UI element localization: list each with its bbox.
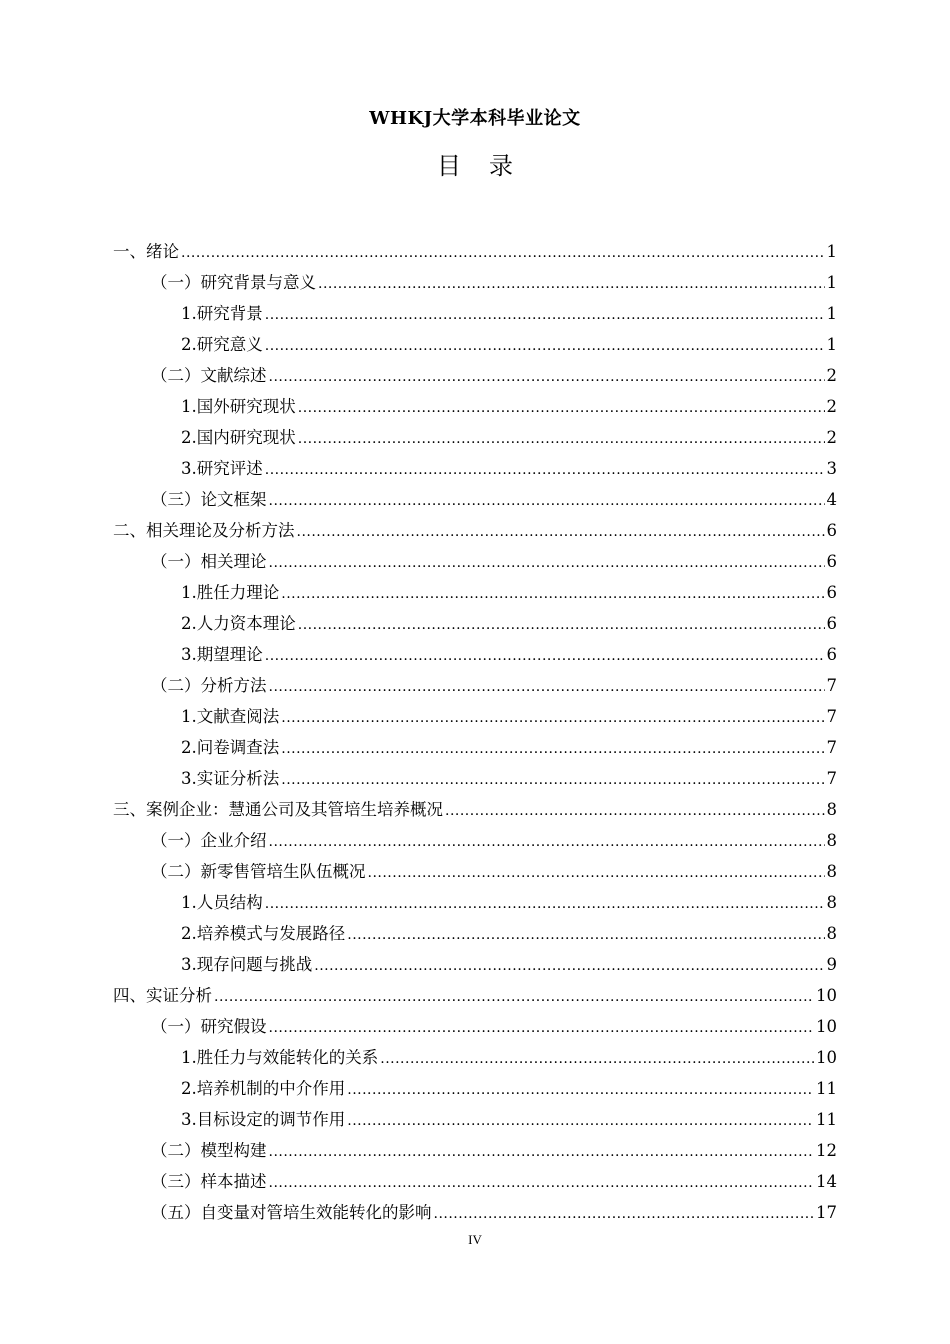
toc-heading <box>0 146 950 181</box>
toc-entry-page: 4 <box>826 490 837 509</box>
toc-heading-text: 目录 <box>437 152 541 180</box>
toc-entry-page: 1 <box>826 242 837 261</box>
toc-entry-label: （一）研究假设 <box>151 1017 267 1036</box>
toc-entry-label: 3.实证分析法 <box>181 769 280 788</box>
toc-entry[interactable] <box>113 298 837 329</box>
toc-leader-dots <box>269 1013 815 1044</box>
toc-entry-page: 7 <box>826 676 837 695</box>
toc-entry-page: 6 <box>826 645 837 664</box>
toc-entry[interactable] <box>113 918 837 949</box>
toc-entry[interactable] <box>113 949 837 980</box>
toc-leader-dots <box>265 455 825 486</box>
toc-leader-dots <box>269 362 825 393</box>
thesis-header: WHKJ大学本科毕业论文 <box>369 108 581 129</box>
toc-leader-dots <box>347 920 824 951</box>
toc-entry-label: （一）相关理论 <box>151 552 267 571</box>
toc-entry-label: 1.人员结构 <box>181 893 263 912</box>
toc-entry-label: （一）企业介绍 <box>151 831 267 850</box>
toc-entry-label: 2.培养机制的中介作用 <box>181 1079 346 1098</box>
toc-entry[interactable] <box>113 825 837 856</box>
page-number: IV <box>468 1232 482 1247</box>
toc-entry[interactable] <box>113 1166 837 1197</box>
toc-leader-dots <box>214 982 814 1013</box>
toc-entry[interactable] <box>113 670 837 701</box>
toc-entry-label: （五）自变量对管培生效能转化的影响 <box>151 1203 432 1222</box>
toc-entry-label: 3.期望理论 <box>181 645 263 664</box>
toc-entry[interactable] <box>113 236 837 267</box>
toc-leader-dots <box>281 734 824 765</box>
toc-entry-page: 17 <box>816 1203 837 1222</box>
toc-entry-page: 8 <box>826 831 837 850</box>
toc-entry[interactable] <box>113 515 837 546</box>
toc-entry[interactable] <box>113 484 837 515</box>
toc-entry-label: 1.国外研究现状 <box>181 397 296 416</box>
toc-entry[interactable] <box>113 701 837 732</box>
toc-entry-page: 10 <box>816 1048 837 1067</box>
toc-leader-dots <box>269 672 825 703</box>
toc-entry-label: （三）论文框架 <box>151 490 267 509</box>
toc-entry-label: （二）文献综述 <box>151 366 267 385</box>
toc-entry-page: 7 <box>826 769 837 788</box>
toc-entry[interactable] <box>113 1197 837 1228</box>
toc-leader-dots <box>347 1106 814 1137</box>
toc-entry-page: 2 <box>826 366 837 385</box>
toc-entry-page: 8 <box>826 893 837 912</box>
toc-leader-dots <box>298 610 825 641</box>
toc-entry-label: 2.国内研究现状 <box>181 428 296 447</box>
toc-entry-label: 1.研究背景 <box>181 304 263 323</box>
toc-entry[interactable] <box>113 794 837 825</box>
toc-entry-label: （二）分析方法 <box>151 676 267 695</box>
toc-entry-page: 11 <box>816 1110 837 1129</box>
toc-entry-label: 2.人力资本理论 <box>181 614 296 633</box>
toc-entry[interactable] <box>113 422 837 453</box>
toc-entry[interactable] <box>113 732 837 763</box>
toc-leader-dots <box>265 889 825 920</box>
toc-entry[interactable] <box>113 1135 837 1166</box>
toc-leader-dots <box>297 517 825 548</box>
toc-entry[interactable] <box>113 577 837 608</box>
toc-entry-label: 1.文献查阅法 <box>181 707 280 726</box>
toc-leader-dots <box>298 393 825 424</box>
toc-entry[interactable] <box>113 887 837 918</box>
toc-entry-page: 8 <box>826 924 837 943</box>
toc-entry[interactable] <box>113 391 837 422</box>
toc-entry[interactable] <box>113 856 837 887</box>
toc-entry[interactable] <box>113 360 837 391</box>
toc-entry-label: （二）新零售管培生队伍概况 <box>151 862 366 881</box>
toc-leader-dots <box>181 238 825 269</box>
toc-entry[interactable] <box>113 639 837 670</box>
toc-entry-label: （二）模型构建 <box>151 1141 267 1160</box>
toc-leader-dots <box>380 1044 814 1075</box>
toc-entry-label: 2.研究意义 <box>181 335 263 354</box>
toc-entry-page: 1 <box>826 273 837 292</box>
toc-entry-page: 6 <box>826 583 837 602</box>
toc-entry[interactable] <box>113 1073 837 1104</box>
toc-entry[interactable] <box>113 763 837 794</box>
toc-entry-label: 3.现存问题与挑战 <box>181 955 313 974</box>
toc-entry-page: 8 <box>826 800 837 819</box>
toc-leader-dots <box>281 579 824 610</box>
toc-entry[interactable] <box>113 1011 837 1042</box>
toc-entry[interactable] <box>113 453 837 484</box>
toc-entry-label: 3.目标设定的调节作用 <box>181 1110 346 1129</box>
toc-entry-page: 10 <box>816 986 837 1005</box>
toc-entry-page: 1 <box>826 304 837 323</box>
toc-entry-page: 9 <box>826 955 837 974</box>
toc-entry-label: 2.问卷调查法 <box>181 738 280 757</box>
toc-entry[interactable] <box>113 1104 837 1135</box>
toc-leader-dots <box>434 1199 815 1230</box>
toc-entry-page: 7 <box>826 707 837 726</box>
toc-entry-label: 1.胜任力与效能转化的关系 <box>181 1048 379 1067</box>
toc-entry-label: 四、实证分析 <box>113 986 212 1005</box>
toc-entry-label: 1.胜任力理论 <box>181 583 280 602</box>
toc-entry-page: 12 <box>816 1141 837 1160</box>
table-of-contents <box>113 236 837 1228</box>
toc-leader-dots <box>318 269 825 300</box>
toc-entry[interactable] <box>113 546 837 577</box>
toc-entry[interactable] <box>113 980 837 1011</box>
toc-leader-dots <box>281 765 824 796</box>
toc-leader-dots <box>347 1075 814 1106</box>
toc-entry-page: 7 <box>826 738 837 757</box>
toc-entry-page: 8 <box>826 862 837 881</box>
toc-entry-label: 一、绪论 <box>113 242 179 261</box>
toc-entry[interactable] <box>113 1042 837 1073</box>
toc-leader-dots <box>269 1168 815 1199</box>
toc-entry[interactable] <box>113 329 837 360</box>
toc-entry-page: 11 <box>816 1079 837 1098</box>
toc-entry[interactable] <box>113 267 837 298</box>
toc-entry-label: 3.研究评述 <box>181 459 263 478</box>
toc-leader-dots <box>265 641 825 672</box>
toc-leader-dots <box>265 331 825 362</box>
toc-entry-label: 2.培养模式与发展路径 <box>181 924 346 943</box>
toc-leader-dots <box>269 486 825 517</box>
toc-entry-label: 二、相关理论及分析方法 <box>113 521 295 540</box>
toc-entry-label: （三）样本描述 <box>151 1172 267 1191</box>
toc-entry-page: 14 <box>816 1172 837 1191</box>
toc-entry-page: 10 <box>816 1017 837 1036</box>
toc-leader-dots <box>445 796 825 827</box>
toc-entry-page: 2 <box>826 428 837 447</box>
toc-entry-page: 2 <box>826 397 837 416</box>
toc-leader-dots <box>298 424 825 455</box>
toc-entry-label: 三、案例企业：慧通公司及其管培生培养概况 <box>113 800 443 819</box>
toc-leader-dots <box>269 548 825 579</box>
toc-leader-dots <box>269 827 825 858</box>
toc-leader-dots <box>281 703 824 734</box>
toc-leader-dots <box>265 300 825 331</box>
toc-entry-page: 6 <box>826 614 837 633</box>
toc-entry-page: 3 <box>826 459 837 478</box>
toc-entry-label: （一）研究背景与意义 <box>151 273 316 292</box>
toc-entry-page: 1 <box>826 335 837 354</box>
toc-leader-dots <box>368 858 825 889</box>
toc-entry-page: 6 <box>826 521 837 540</box>
toc-entry-page: 6 <box>826 552 837 571</box>
toc-leader-dots <box>269 1137 815 1168</box>
toc-leader-dots <box>314 951 824 982</box>
toc-entry[interactable] <box>113 608 837 639</box>
